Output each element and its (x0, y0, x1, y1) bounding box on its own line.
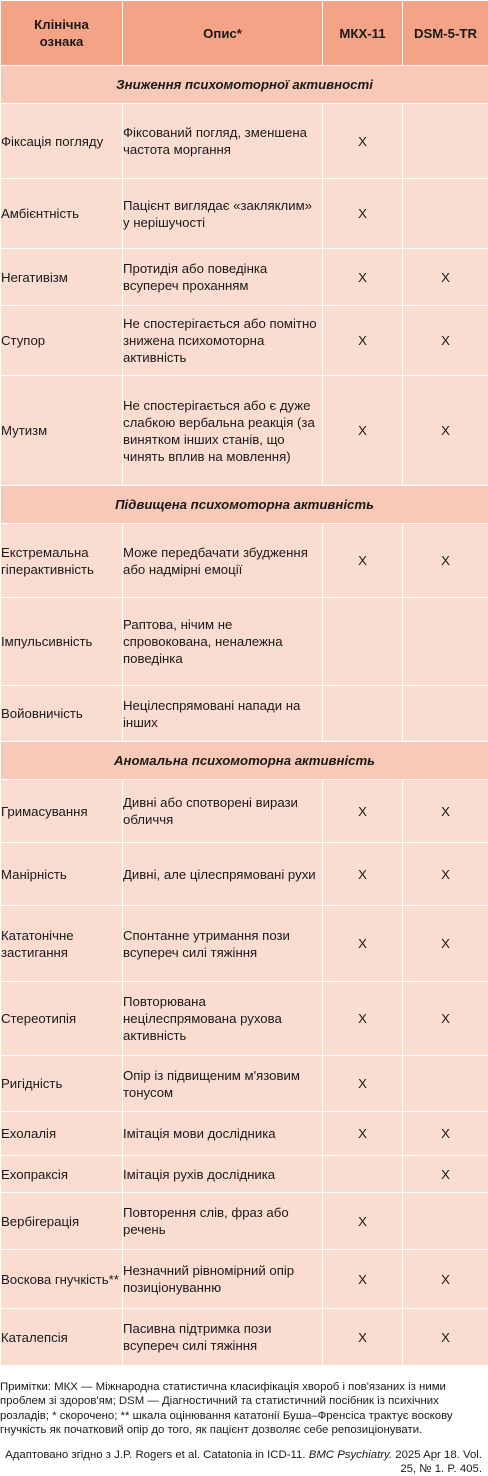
feature-cell: Екстремальна гіперактивність (1, 524, 123, 598)
table-row (1, 1309, 488, 1366)
table-row (1, 1250, 488, 1309)
table-notes: Примітки: МКХ — Міжнародна статистична класифікація хвороб і пов'язаних із ними проблем зі здоров'ям; DSM — Діагностичний та статистичний посібник із психічних розладів; * скорочено; ** шкала оцінювання кататонії Буша–Френсіса трактує воскову гнучкість як початковий опір до того, як пацієнт дозволяє себе репозиціонувати. (0, 1380, 488, 1438)
header-icd: МКХ-11 (323, 1, 403, 66)
description-cell: Фіксований погляд, зменшена частота моргання (123, 104, 323, 179)
section-title: Аномальна психомоторна активність (1, 742, 488, 780)
icd-mark-cell: X (323, 843, 403, 906)
dsm-mark-cell (403, 1056, 488, 1112)
feature-cell: Воскова гнучкість** (1, 1250, 123, 1309)
section-row (1, 66, 488, 104)
icd-mark-cell: X (323, 1309, 403, 1366)
table-header-row (1, 1, 488, 66)
icd-mark-cell (323, 1156, 403, 1193)
table-row (1, 306, 488, 376)
description-cell: Спонтанне утримання пози всупереч силі тяжіння (123, 906, 323, 982)
description-cell: Нецілеспрямовані напади на інших (123, 686, 323, 742)
icd-mark-cell: X (323, 1250, 403, 1309)
table-row (1, 780, 488, 843)
icd-mark-cell: X (323, 1193, 403, 1250)
feature-cell: Каталепсія (1, 1309, 123, 1366)
description-cell: Імітація рухів дослідника (123, 1156, 323, 1193)
description-cell: Дивні або спотворені вирази обличчя (123, 780, 323, 843)
dsm-mark-cell: X (403, 1250, 488, 1309)
source-citation (0, 1448, 488, 1476)
feature-cell: Амбієнтність (1, 179, 123, 249)
table-row (1, 249, 488, 306)
feature-cell: Фіксація погляду (1, 104, 123, 179)
description-cell: Дивні, але цілеспрямовані рухи (123, 843, 323, 906)
source-prefix: Адаптовано згідно з J.P. Rogers et al. Catatonia in ICD-11. (5, 1449, 305, 1461)
dsm-mark-cell (403, 1193, 488, 1250)
table-row (1, 1112, 488, 1156)
dsm-mark-cell (403, 104, 488, 179)
description-cell: Повторення слів, фраз або речень (123, 1193, 323, 1250)
dsm-mark-cell (403, 686, 488, 742)
table-row (1, 906, 488, 982)
feature-cell: Мутизм (1, 376, 123, 486)
table-body (1, 66, 488, 1366)
table-row (1, 179, 488, 249)
feature-cell: Кататонічне застигання (1, 906, 123, 982)
description-cell: Може передбачати збудження або надмірні емоції (123, 524, 323, 598)
dsm-mark-cell: X (403, 306, 488, 376)
dsm-mark-cell: X (403, 524, 488, 598)
feature-cell: Стереотипія (1, 982, 123, 1056)
header-dsm: DSM-5-TR (403, 1, 488, 66)
description-cell: Пацієнт виглядає «закляклим» у нерішучості (123, 179, 323, 249)
table-row (1, 843, 488, 906)
table-row (1, 598, 488, 686)
table-row (1, 524, 488, 598)
section-row (1, 742, 488, 780)
table-row (1, 982, 488, 1056)
section-title: Підвищена психомоторна активність (1, 486, 488, 524)
table-row (1, 1156, 488, 1193)
table-row (1, 1056, 488, 1112)
section-row (1, 486, 488, 524)
description-cell: Повторювана нецілеспрямована рухова активність (123, 982, 323, 1056)
dsm-mark-cell: X (403, 780, 488, 843)
source-journal: BMC Psychiatry. (309, 1449, 392, 1461)
dsm-mark-cell (403, 179, 488, 249)
source-suffix: 2025 Apr 18. Vol. 25, № 1. P. 405. (395, 1449, 482, 1475)
dsm-mark-cell: X (403, 1156, 488, 1193)
dsm-mark-cell: X (403, 249, 488, 306)
description-cell: Не спостерігається або помітно знижена психомоторна активність (123, 306, 323, 376)
feature-cell: Манірність (1, 843, 123, 906)
feature-cell: Ригідність (1, 1056, 123, 1112)
icd-mark-cell: X (323, 306, 403, 376)
feature-cell: Імпульсивність (1, 598, 123, 686)
feature-cell: Гримасування (1, 780, 123, 843)
dsm-mark-cell: X (403, 843, 488, 906)
feature-cell: Ехопраксія (1, 1156, 123, 1193)
description-cell: Імітація мови дослідника (123, 1112, 323, 1156)
icd-mark-cell: X (323, 104, 403, 179)
table-row (1, 1193, 488, 1250)
feature-cell: Ступор (1, 306, 123, 376)
feature-cell: Негативізм (1, 249, 123, 306)
icd-mark-cell: X (323, 524, 403, 598)
description-cell: Не спостерігається або є дуже слабкою вербальна реакція (за винятком інших станів, що чинять вплив на мовлення) (123, 376, 323, 486)
description-cell: Раптова, нічим не спровокована, неналежна поведінка (123, 598, 323, 686)
feature-cell: Вербігерація (1, 1193, 123, 1250)
icd-mark-cell: X (323, 1112, 403, 1156)
icd-mark-cell (323, 686, 403, 742)
icd-mark-cell: X (323, 982, 403, 1056)
dsm-mark-cell: X (403, 982, 488, 1056)
description-cell: Незначний рівномірний опір позиціонуванню (123, 1250, 323, 1309)
dsm-mark-cell: X (403, 1309, 488, 1366)
feature-cell: Ехолалія (1, 1112, 123, 1156)
icd-mark-cell: X (323, 179, 403, 249)
section-title: Зниження психомоторної активності (1, 66, 488, 104)
dsm-mark-cell: X (403, 376, 488, 486)
icd-mark-cell (323, 598, 403, 686)
table-row (1, 686, 488, 742)
description-cell: Протидія або поведінка всупереч проханням (123, 249, 323, 306)
header-description: Опис* (123, 1, 323, 66)
description-cell: Опір із підвищеним м'язовим тонусом (123, 1056, 323, 1112)
description-cell: Пасивна підтримка пози всупереч силі тяжіння (123, 1309, 323, 1366)
table-row (1, 104, 488, 179)
dsm-mark-cell (403, 598, 488, 686)
feature-cell: Войовничість (1, 686, 123, 742)
dsm-mark-cell: X (403, 906, 488, 982)
icd-mark-cell: X (323, 249, 403, 306)
icd-mark-cell: X (323, 780, 403, 843)
header-feature: Клінічна ознака (1, 1, 123, 66)
icd-mark-cell: X (323, 1056, 403, 1112)
icd-mark-cell: X (323, 376, 403, 486)
table-row (1, 376, 488, 486)
icd-mark-cell: X (323, 906, 403, 982)
dsm-mark-cell: X (403, 1112, 488, 1156)
